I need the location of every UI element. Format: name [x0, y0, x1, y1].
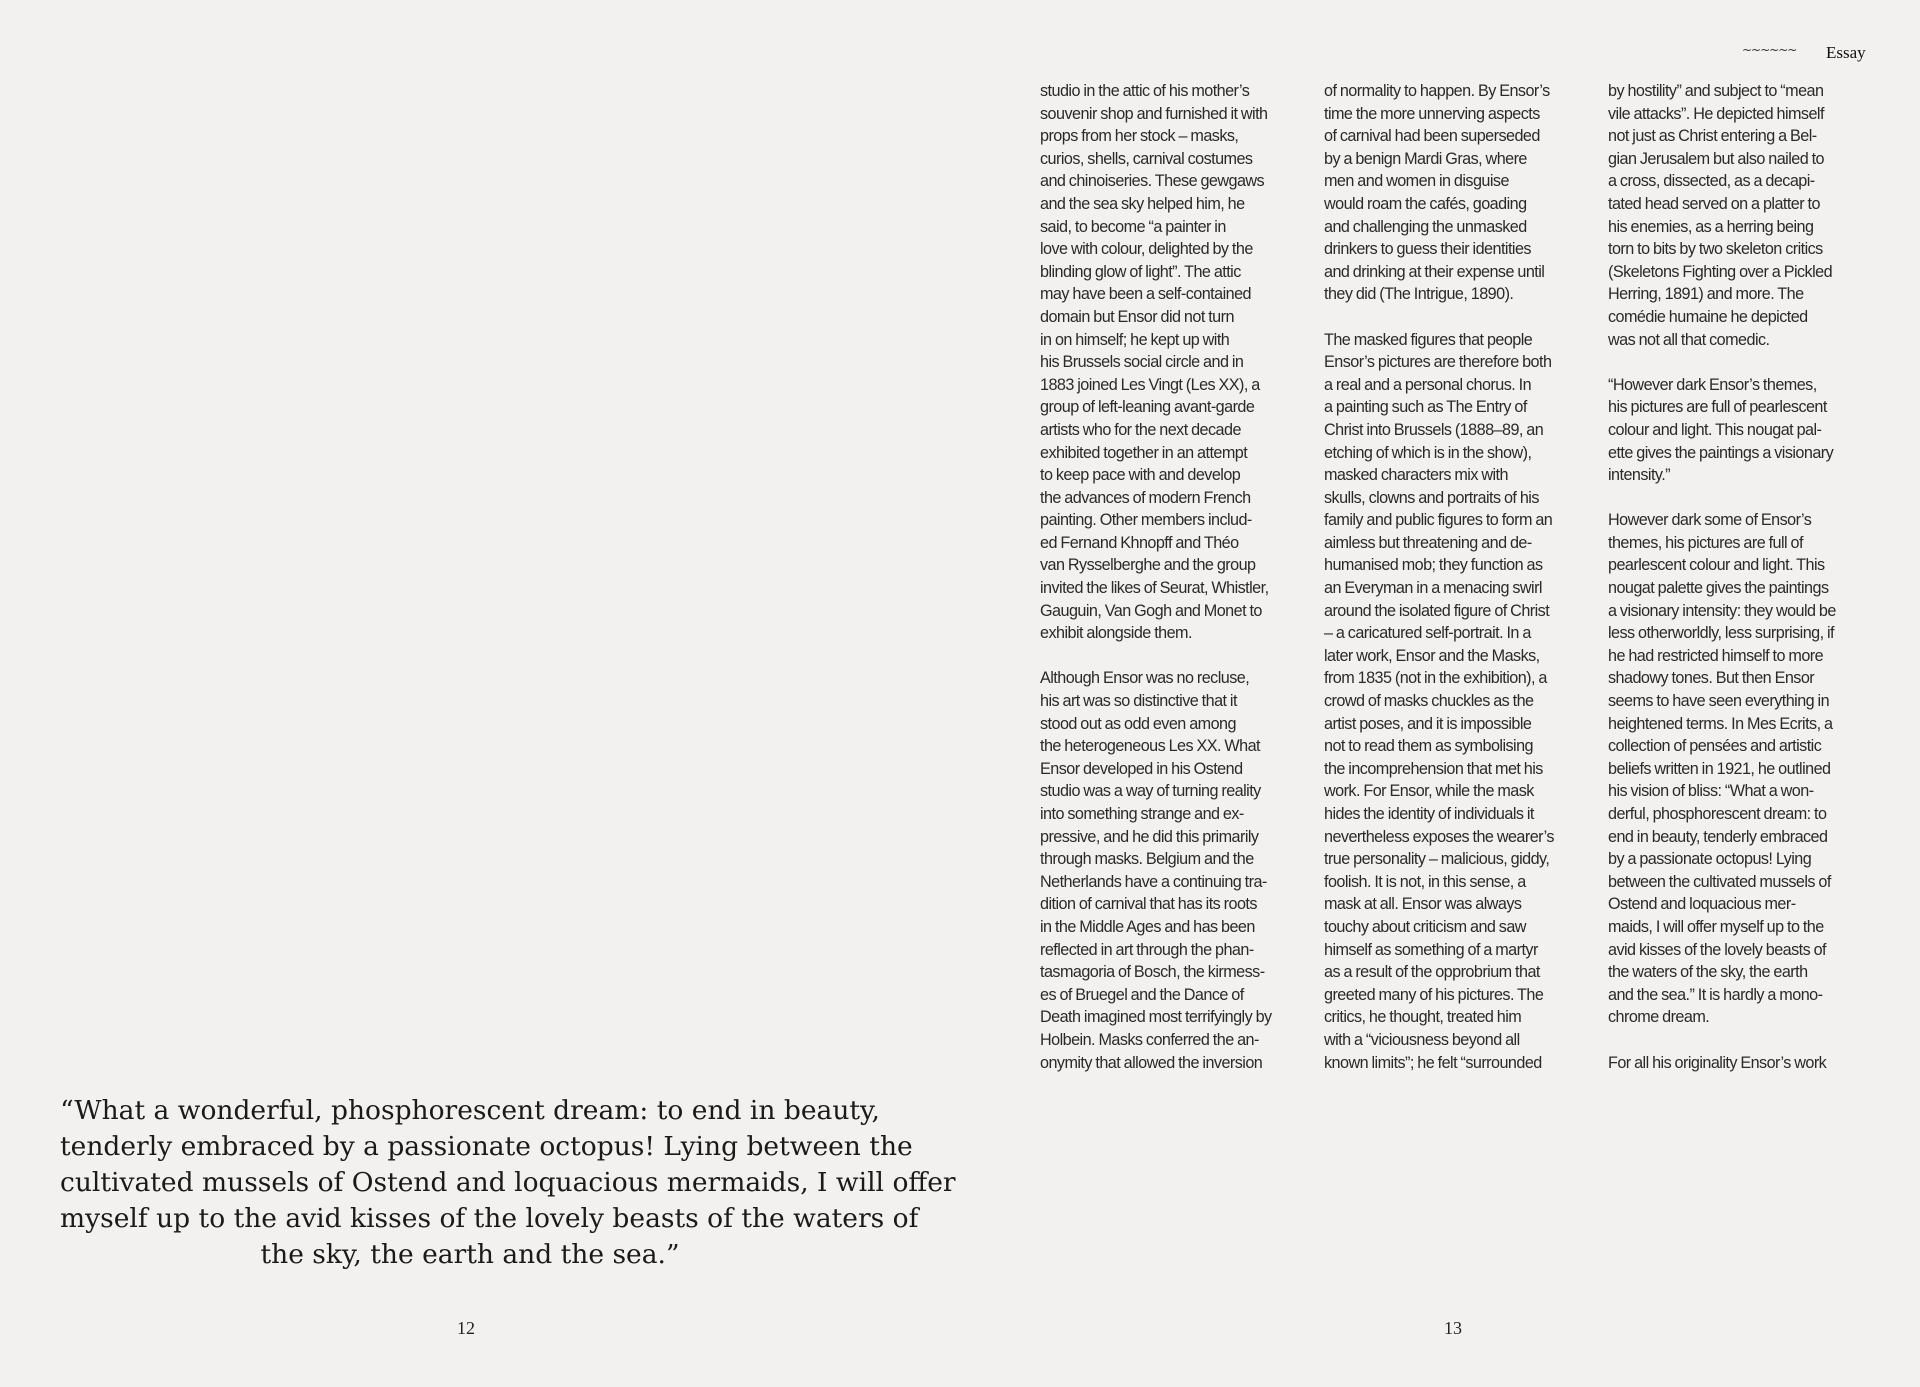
- body-text-line: and drinking at their expense until: [1324, 262, 1545, 281]
- body-text-line: the advances of modern French: [1040, 488, 1251, 507]
- paragraph-gap: [1608, 487, 1878, 510]
- body-text-line: comédie humaine he depicted: [1608, 307, 1808, 326]
- body-text-line: The masked figures that people: [1324, 330, 1533, 349]
- body-text-line: drinkers to guess their identities: [1324, 240, 1531, 259]
- body-text-line: the heterogeneous Les XX. What: [1040, 737, 1260, 756]
- body-text-line: family and public figures to form an: [1324, 511, 1553, 530]
- body-text-line: – a caricatured self-portrait. In a: [1324, 624, 1531, 643]
- body-text-line: intensity.”: [1608, 466, 1671, 485]
- body-text-line: he had restricted himself to more: [1608, 646, 1824, 665]
- body-text-line: the waters of the sky, the earth: [1608, 963, 1808, 982]
- paragraph-gap: [1324, 306, 1594, 329]
- section-label: Essay: [1826, 43, 1866, 62]
- body-text-line: derful, phosphorescent dream: to: [1608, 805, 1827, 823]
- page-number-right: 13: [1444, 1318, 1462, 1338]
- body-text-line: love with colour, delighted by the: [1040, 240, 1253, 259]
- body-text-line: work. For Ensor, while the mask: [1324, 782, 1534, 801]
- body-text-line: ette gives the paintings a visionary: [1608, 443, 1834, 462]
- body-text-line: touchy about criticism and saw: [1324, 917, 1526, 936]
- body-text-line: nevertheless exposes the wearer’s: [1324, 827, 1554, 846]
- body-text-line: as a result of the opprobrium that: [1324, 963, 1540, 982]
- body-text-line: mask at all. Ensor was always: [1324, 895, 1522, 914]
- paragraph-gap: [1608, 1029, 1878, 1052]
- body-text-line: curios, shells, carnival costumes: [1040, 149, 1253, 168]
- body-text-line: studio was a way of turning reality: [1040, 782, 1261, 801]
- body-text-line: from 1835 (not in the exhibition), a: [1324, 669, 1547, 688]
- body-text-line: shadowy tones. But then Ensor: [1608, 669, 1815, 688]
- body-text-line: in on himself; he kept up with: [1040, 330, 1230, 349]
- body-text-line: with a “viciousness beyond all: [1324, 1030, 1520, 1049]
- body-text-line: of normality to happen. By Ensor’s: [1324, 82, 1550, 100]
- body-text-line: Although Ensor was no recluse,: [1040, 669, 1250, 688]
- body-text-line: vile attacks”. He depicted himself: [1608, 104, 1824, 123]
- body-text-line: Ensor’s pictures are therefore both: [1324, 353, 1552, 372]
- body-text-line: Ensor developed in his Ostend: [1040, 759, 1243, 778]
- body-text-line: souvenir shop and furnished it with: [1040, 104, 1268, 123]
- body-text-line: invited the likes of Seurat, Whistler,: [1040, 579, 1269, 598]
- body-text-line: (Skeletons Fighting over a Pickled: [1608, 262, 1833, 281]
- body-text-line: around the isolated figure of Christ: [1324, 601, 1550, 620]
- body-text-line: domain but Ensor did not turn: [1040, 307, 1234, 326]
- body-text-line: may have been a self-contained: [1040, 285, 1251, 304]
- body-text-line: onymity that allowed the inversion: [1040, 1053, 1263, 1072]
- page-number-left: 12: [457, 1318, 475, 1338]
- body-text-line: was not all that comedic.: [1608, 330, 1770, 349]
- body-text-line: a painting such as The Entry of: [1324, 398, 1527, 417]
- pull-quote-line: cultivated mussels of Ostend and loquacious mermaids, I will offer: [60, 1167, 956, 1198]
- body-text-line: However dark some of Ensor’s: [1608, 511, 1812, 530]
- body-text-line: tasmagoria of Bosch, the kirmess-: [1040, 963, 1265, 982]
- body-text-line: and the sea sky helped him, he: [1040, 194, 1245, 213]
- body-text-line: ed Fernand Khnopff and Théo: [1040, 533, 1239, 552]
- body-text-line: said, to become “a painter in: [1040, 217, 1226, 236]
- body-text-line: the incomprehension that met his: [1324, 759, 1543, 778]
- body-text-line: aimless but threatening and de-: [1324, 533, 1532, 552]
- body-text-line: 1883 joined Les Vingt (Les XX), a: [1040, 375, 1260, 394]
- body-text-line: “However dark Ensor’s themes,: [1608, 375, 1817, 394]
- body-text-line: blinding glow of light”. The attic: [1040, 262, 1241, 281]
- body-text-line: For all his originality Ensor’s work: [1608, 1053, 1827, 1072]
- body-text-line: es of Bruegel and the Dance of: [1040, 985, 1244, 1004]
- body-text-line: true personality – malicious, giddy,: [1324, 850, 1550, 869]
- body-text-line: etching of which is in the show),: [1324, 443, 1532, 462]
- body-text-line: pressive, and he did this primarily: [1040, 827, 1259, 846]
- body-text-line: not to read them as symbolising: [1324, 737, 1533, 756]
- text-column-3: [1608, 80, 1878, 1074]
- body-text-line: maids, I will offer myself up to the: [1608, 917, 1824, 936]
- body-text-line: Death imagined most terrifyingly by: [1040, 1008, 1272, 1027]
- body-text-line: not just as Christ entering a Bel-: [1608, 127, 1817, 146]
- body-text-line: skulls, clowns and portraits of his: [1324, 488, 1539, 507]
- body-text-line: and the sea.” It is hardly a mono-: [1608, 985, 1823, 1004]
- body-text-line: they did (The Intrigue, 1890).: [1324, 285, 1514, 304]
- text-column-2: [1324, 80, 1594, 1074]
- body-text-line: his enemies, as a herring being: [1608, 217, 1814, 236]
- body-text-line: dition of carnival that has its roots: [1040, 895, 1257, 914]
- body-text-line: foolish. It is not, in this sense, a: [1324, 872, 1526, 891]
- body-text-line: and challenging the unmasked: [1324, 217, 1527, 236]
- wave-ornament-icon: ~~~~~~: [1742, 43, 1797, 57]
- body-text-line: an Everyman in a menacing swirl: [1324, 579, 1542, 598]
- body-text-line: a visionary intensity: they would be: [1608, 601, 1836, 620]
- body-text-line: of carnival had been superseded: [1324, 127, 1540, 146]
- pull-quote-line: myself up to the avid kisses of the lovely beasts of the waters of: [60, 1203, 919, 1234]
- body-text-line: artists who for the next decade: [1040, 420, 1241, 439]
- body-text-line: himself as something of a martyr: [1324, 940, 1538, 959]
- body-text-line: through masks. Belgium and the: [1040, 850, 1254, 869]
- body-text-line: in the Middle Ages and has been: [1040, 917, 1255, 936]
- body-text-line: his pictures are full of pearlescent: [1608, 398, 1827, 417]
- body-text-line: known limits”; he felt “surrounded: [1324, 1053, 1542, 1072]
- body-text-line: exhibited together in an attempt: [1040, 443, 1248, 462]
- body-text-line: seems to have seen everything in: [1608, 692, 1830, 711]
- paragraph-gap: [1040, 645, 1310, 668]
- body-text-line: exhibit alongside them.: [1040, 624, 1192, 643]
- pull-quote-line: “What a wonderful, phosphorescent dream: to end in beauty,: [60, 1095, 880, 1126]
- body-text-line: colour and light. This nougat pal-: [1608, 420, 1822, 439]
- pull-quote: [60, 1093, 956, 1273]
- body-text-line: avid kisses of the lovely beasts of: [1608, 940, 1826, 959]
- body-text-line: gian Jerusalem but also nailed to: [1608, 149, 1825, 168]
- body-text-line: later work, Ensor and the Masks,: [1324, 646, 1540, 665]
- body-text-line: hides the identity of individuals it: [1324, 805, 1534, 823]
- body-text-line: into something strange and ex-: [1040, 805, 1244, 823]
- body-text-line: collection of pensées and artistic: [1608, 737, 1822, 756]
- body-text-line: between the cultivated mussels of: [1608, 872, 1831, 891]
- body-text-line: greeted many of his pictures. The: [1324, 985, 1544, 1004]
- body-text-line: artist poses, and it is impossible: [1324, 714, 1532, 733]
- body-text-line: Holbein. Masks conferred the an-: [1040, 1030, 1259, 1049]
- body-text-line: by a benign Mardi Gras, where: [1324, 149, 1527, 168]
- body-text-line: a cross, dissected, as a decapi-: [1608, 172, 1815, 191]
- body-text-line: nougat palette gives the paintings: [1608, 579, 1829, 598]
- body-text-line: by a passionate octopus! Lying: [1608, 850, 1812, 869]
- body-text-line: stood out as odd even among: [1040, 714, 1236, 733]
- body-text-line: reflected in art through the phan-: [1040, 940, 1254, 959]
- body-text-line: crowd of masks chuckles as the: [1324, 692, 1534, 711]
- body-text-line: men and women in disguise: [1324, 172, 1509, 191]
- body-text-line: props from her stock – masks,: [1040, 127, 1239, 146]
- body-text-line: to keep pace with and develop: [1040, 466, 1241, 485]
- body-text-line: torn to bits by two skeleton critics: [1608, 240, 1823, 259]
- body-text-line: tated head served on a platter to: [1608, 194, 1820, 213]
- body-text-line: Ostend and loquacious mer-: [1608, 895, 1796, 914]
- body-text-line: group of left-leaning avant-garde: [1040, 398, 1255, 417]
- body-text-line: his art was so distinctive that it: [1040, 692, 1237, 711]
- body-text-line: Netherlands have a continuing tra-: [1040, 872, 1267, 891]
- body-text-line: and chinoiseries. These gewgaws: [1040, 172, 1265, 191]
- text-column-1: [1040, 80, 1310, 1074]
- paragraph-gap: [1608, 351, 1878, 374]
- body-text-line: a real and a personal chorus. In: [1324, 375, 1532, 394]
- body-text-line: critics, he thought, treated him: [1324, 1008, 1522, 1027]
- body-text-line: masked characters mix with: [1324, 466, 1508, 485]
- body-text-line: pearlescent colour and light. This: [1608, 556, 1825, 575]
- body-text-line: by hostility” and subject to “mean: [1608, 82, 1824, 100]
- body-text-line: would roam the cafés, goading: [1324, 194, 1527, 213]
- body-text-line: chrome dream.: [1608, 1008, 1710, 1027]
- body-text-line: Christ into Brussels (1888–89, an: [1324, 420, 1544, 439]
- body-text-line: his vision of bliss: “What a won-: [1608, 782, 1814, 801]
- body-text-line: painting. Other members includ-: [1040, 511, 1252, 530]
- pull-quote-line: tenderly embraced by a passionate octopus! Lying between the: [60, 1131, 913, 1162]
- body-text-line: themes, his pictures are full of: [1608, 533, 1803, 552]
- body-text-line: Gauguin, Van Gogh and Monet to: [1040, 601, 1262, 620]
- body-text-line: end in beauty, tenderly embraced: [1608, 827, 1828, 846]
- body-text-line: humanised mob; they function as: [1324, 556, 1543, 575]
- body-text-line: his Brussels social circle and in: [1040, 353, 1244, 372]
- body-text-line: beliefs written in 1921, he outlined: [1608, 759, 1831, 778]
- body-text-line: Herring, 1891) and more. The: [1608, 285, 1804, 304]
- body-text-line: heightened terms. In Mes Ecrits, a: [1608, 714, 1833, 733]
- pull-quote-line: the sky, the earth and the sea.”: [260, 1239, 680, 1270]
- running-head: [1740, 43, 1870, 67]
- body-text-line: studio in the attic of his mother’s: [1040, 82, 1250, 100]
- body-text-line: time the more unnerving aspects: [1324, 104, 1540, 123]
- body-text-line: less otherworldly, less surprising, if: [1608, 624, 1834, 643]
- body-text-line: van Rysselberghe and the group: [1040, 556, 1256, 575]
